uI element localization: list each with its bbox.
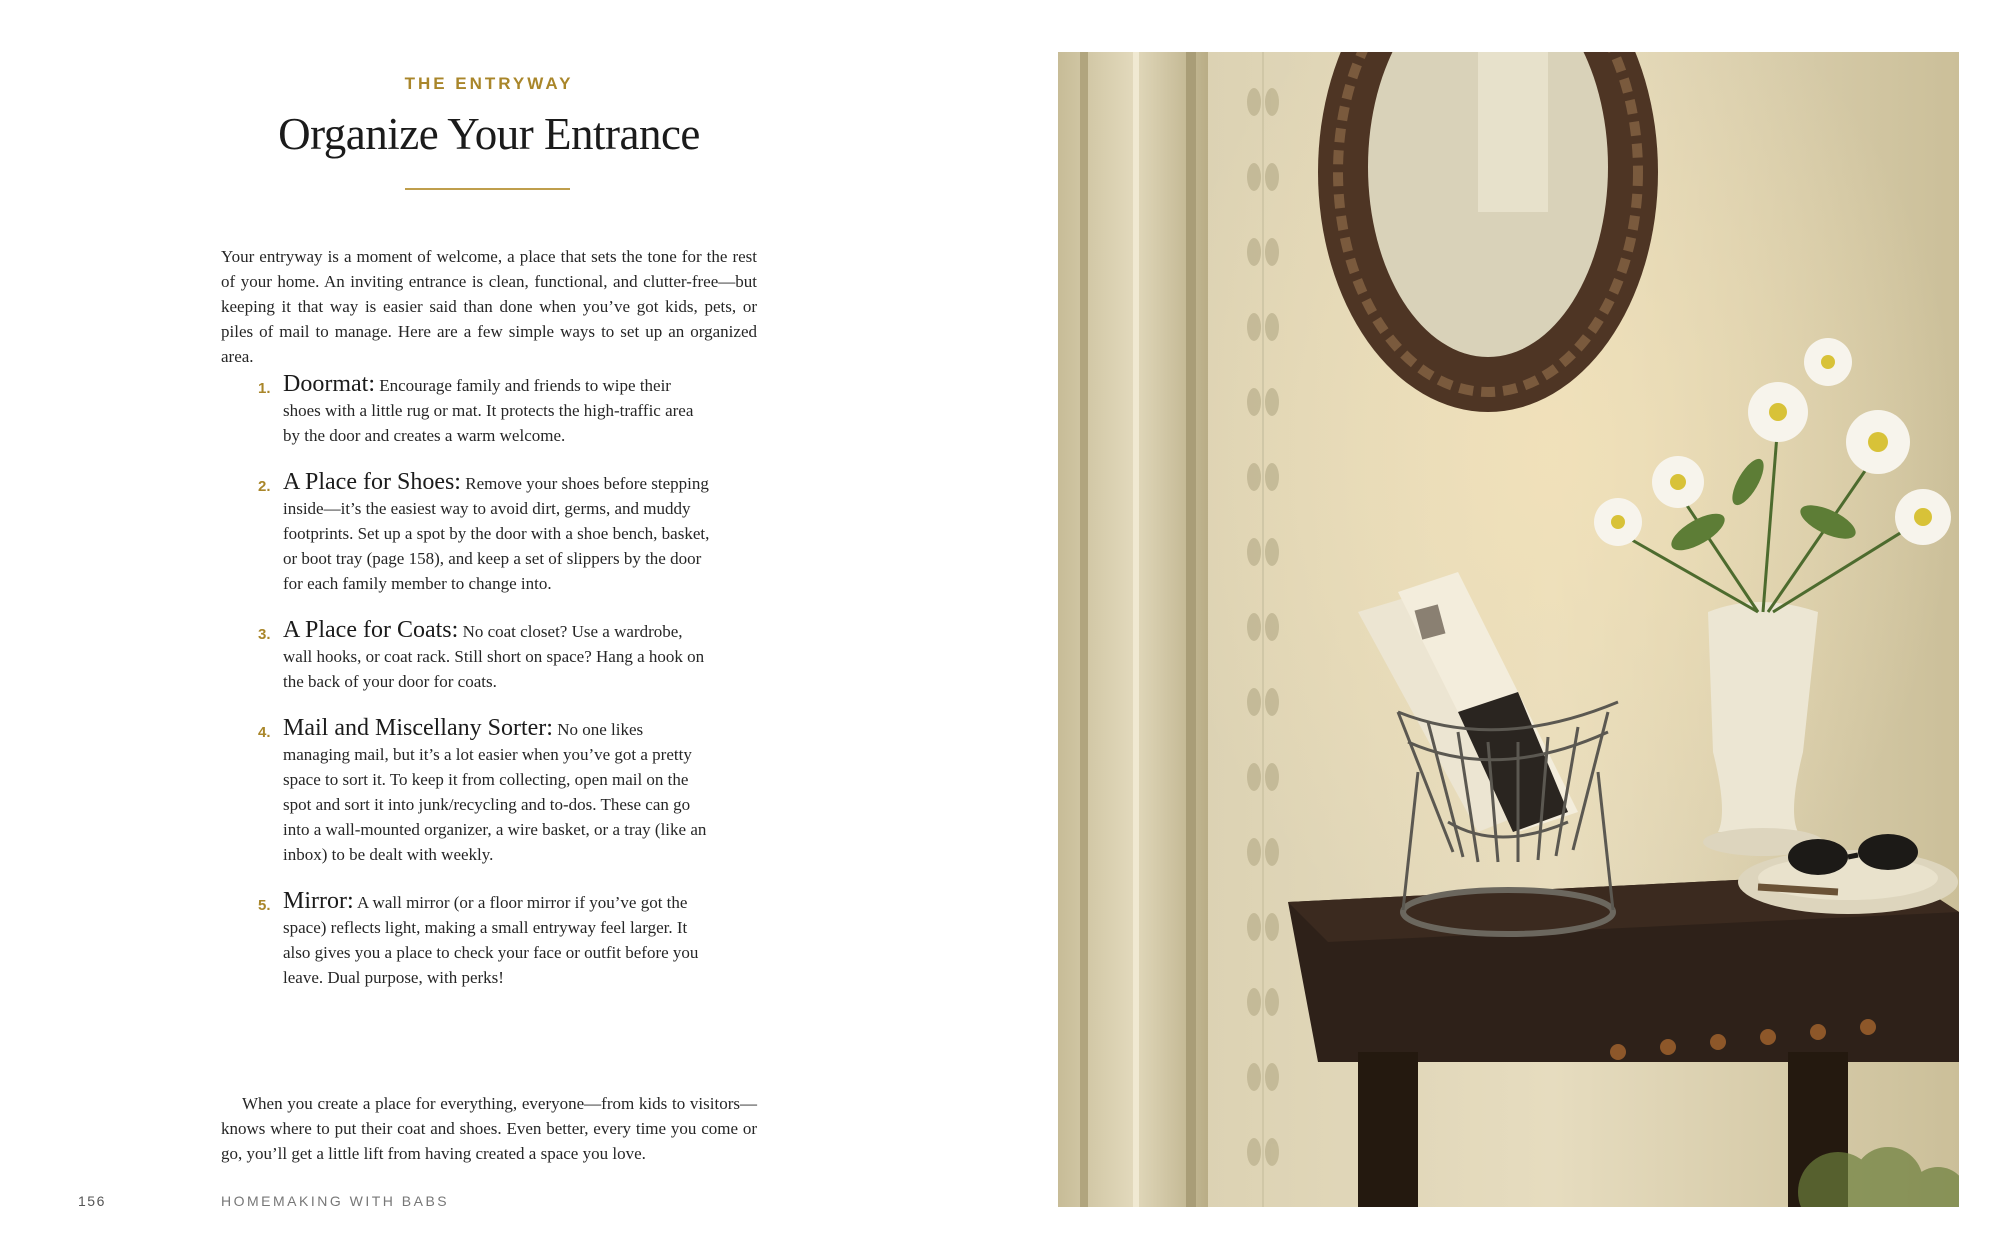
tip-number: 1. [258,380,271,397]
tip-body: Encourage family and friends to wipe their shoes with a little rug or mat. It protects the high-traffic area by the door and creates a warm welcome. [283,376,694,445]
title-divider [405,188,570,190]
tip-heading: Mirror: [283,888,354,914]
tip-item [258,618,710,694]
entryway-photo [1058,52,1959,1207]
tip-body: Remove your shoes before stepping inside—it’s the easiest way to avoid dirt, germs, and muddy footprints. Set up a spot by the door with a shoe bench, basket, or boot tray (page 158), and keep a set of slippers by the door for each family member to change into. [283,474,710,593]
section-label: THE ENTRYWAY [404,74,574,93]
tip-number: 3. [258,626,271,643]
tip-item [258,470,710,596]
tip-heading: Mail and Miscellany Sorter: [283,715,553,741]
page-number: 156 [78,1193,106,1209]
page-title: Organize Your Entrance [278,109,700,159]
tip-item [258,889,710,990]
intro-paragraph: Your entryway is a moment of welcome, a place that sets the tone for the rest of your home. An inviting entrance is clean, functional, and clutter-free—but keeping it that way is easier said than done when you’ve got kids, pets, or piles of mail to manage. Here are a few simple ways to set up an organized area. [221,247,757,366]
tip-item [258,372,710,448]
tip-number: 5. [258,897,271,914]
tip-heading: A Place for Shoes: [283,469,461,495]
running-footer: HOMEMAKING WITH BABS [221,1193,450,1209]
tip-heading: A Place for Coats: [283,617,459,643]
tips-list [258,372,710,1012]
tip-body: No coat closet? Use a wardrobe, wall hooks, or coat rack. Still short on space? Hang a hook on the back of your door for coats. [283,622,705,691]
tip-number: 2. [258,478,271,495]
tip-body: A wall mirror (or a floor mirror if you’ve got the space) reflects light, making a small entryway feel larger. It also gives you a place to check your face or outfit before you leave. Dual purpose, with perks! [283,893,699,987]
tip-heading: Doormat: [283,371,375,397]
tip-body: No one likes managing mail, but it’s a lot easier when you’ve got a pretty space to sort it. To keep it from collecting, open mail on the spot and sort it into junk/recycling and to-dos. These can go into a wall-mounted organizer, a wire basket, or a tray (like an inbox) to be dealt with weekly. [283,720,707,864]
tip-item [258,716,710,867]
entryway-photo-illustration [1058,52,1959,1207]
tip-number: 4. [258,724,271,741]
closing-paragraph: When you create a place for everything, everyone—from kids to visitors—knows where to put their coat and shoes. Even better, every time you come or go, you’ll get a little lift from having created a space you love. [221,1094,757,1163]
